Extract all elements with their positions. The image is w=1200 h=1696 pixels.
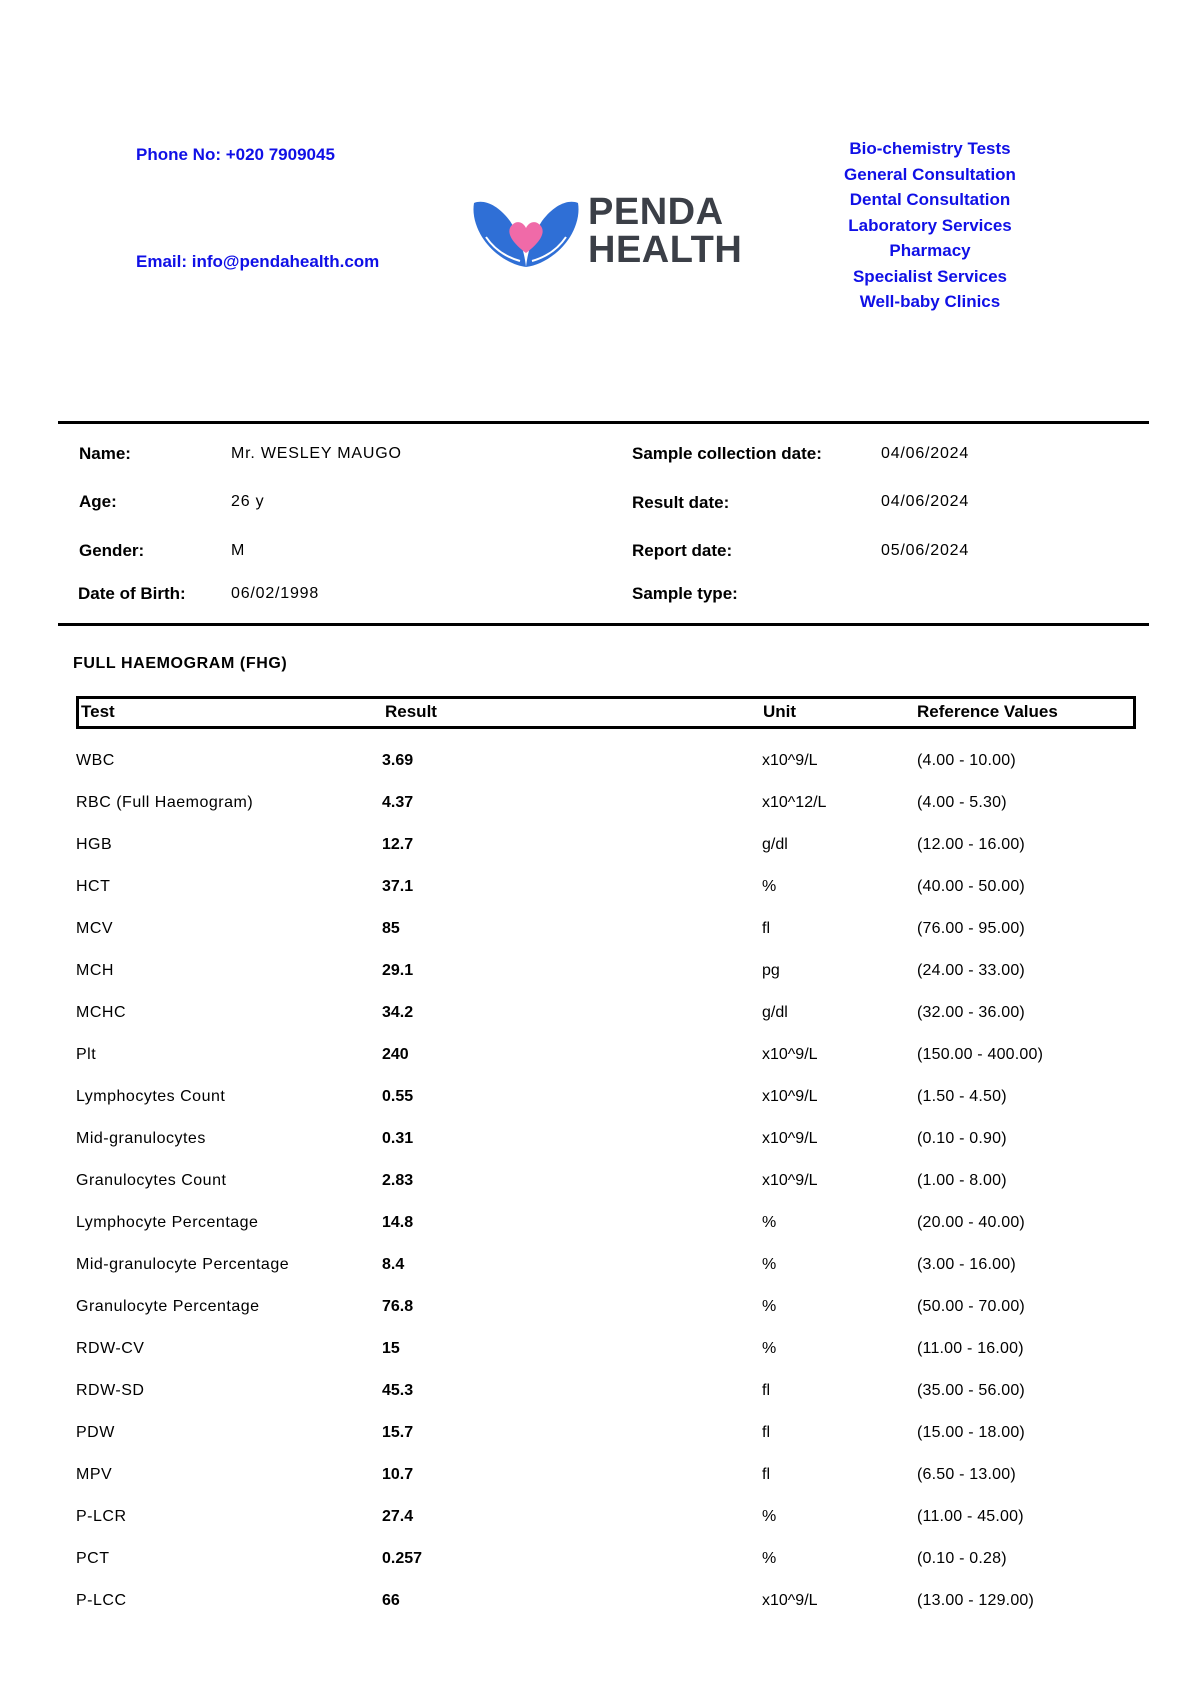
test-name: PCT	[76, 1550, 110, 1567]
test-unit: fl	[762, 1466, 770, 1483]
table-row	[0, 1076, 1200, 1118]
service-item: Specialist Services	[852, 266, 1008, 286]
sample-type-label: Sample type:	[632, 584, 738, 603]
reference-range: (50.00 - 70.00)	[917, 1298, 1025, 1315]
test-unit: pg	[762, 962, 780, 979]
report-date: 05/06/2024	[881, 542, 970, 559]
patient-age: 26 y	[231, 493, 265, 510]
test-unit: %	[762, 1256, 777, 1273]
test-name: Mid-granulocytes	[76, 1130, 206, 1147]
reference-range: (35.00 - 56.00)	[917, 1382, 1025, 1399]
test-result: 0.257	[382, 1550, 423, 1567]
name-label: Name:	[79, 444, 131, 463]
result-date-label: Result date:	[632, 493, 730, 512]
test-name: MPV	[76, 1466, 113, 1483]
reference-range: (20.00 - 40.00)	[917, 1214, 1025, 1231]
hands-heart-icon	[470, 193, 582, 273]
table-row	[0, 1034, 1200, 1076]
test-name: RDW-SD	[76, 1382, 145, 1399]
table-row	[0, 1244, 1200, 1286]
table-row	[0, 1118, 1200, 1160]
table-row	[0, 1580, 1200, 1622]
results-table-header	[76, 696, 1136, 729]
table-row	[0, 866, 1200, 908]
test-result: 12.7	[382, 836, 414, 853]
test-unit: g/dl	[762, 836, 788, 853]
test-unit: fl	[762, 920, 770, 937]
table-row	[0, 740, 1200, 782]
penda-health-logo	[470, 191, 743, 273]
table-row	[0, 1202, 1200, 1244]
test-unit: %	[762, 1340, 777, 1357]
test-result: 2.83	[382, 1172, 414, 1189]
test-unit: x10^9/L	[762, 1088, 818, 1105]
test-result: 37.1	[382, 878, 414, 895]
reference-range: (40.00 - 50.00)	[917, 878, 1025, 895]
table-row	[0, 992, 1200, 1034]
test-name: WBC	[76, 752, 115, 769]
test-unit: g/dl	[762, 1004, 788, 1021]
test-name: HGB	[76, 836, 113, 853]
logo-line-2: HEALTH	[588, 229, 743, 271]
test-unit: x10^9/L	[762, 1130, 818, 1147]
reference-range: (12.00 - 16.00)	[917, 836, 1025, 853]
reference-range: (4.00 - 5.30)	[917, 794, 1007, 811]
test-unit: x10^12/L	[762, 794, 827, 811]
test-name: Granulocyte Percentage	[76, 1298, 260, 1315]
test-result: 76.8	[382, 1298, 414, 1315]
table-row	[0, 1412, 1200, 1454]
section-title: FULL HAEMOGRAM (FHG)	[73, 655, 288, 672]
logo-line-1: PENDA	[588, 191, 724, 233]
service-item: Bio-chemistry Tests	[849, 139, 1011, 158]
table-row	[0, 782, 1200, 824]
table-row	[0, 1496, 1200, 1538]
test-unit: fl	[762, 1424, 770, 1441]
reference-range: (1.50 - 4.50)	[917, 1088, 1007, 1105]
test-result: 15.7	[382, 1424, 414, 1441]
test-name: Mid-granulocyte Percentage	[76, 1256, 290, 1273]
test-unit: %	[762, 1550, 777, 1567]
test-unit: %	[762, 878, 777, 895]
header-result: Result	[385, 702, 437, 721]
reference-range: (11.00 - 16.00)	[917, 1340, 1024, 1357]
test-unit: x10^9/L	[762, 1592, 818, 1609]
service-item: General Consultation	[844, 164, 1016, 184]
test-name: Granulocytes Count	[76, 1172, 227, 1189]
test-result: 240	[382, 1046, 409, 1063]
reference-range: (0.10 - 0.28)	[917, 1550, 1007, 1567]
test-name: Lymphocyte Percentage	[76, 1214, 259, 1231]
age-label: Age:	[79, 492, 117, 511]
test-result: 3.69	[382, 752, 414, 769]
reference-range: (6.50 - 13.00)	[917, 1466, 1016, 1483]
test-result: 10.7	[382, 1466, 414, 1483]
header-reference: Reference Values	[917, 702, 1058, 721]
logo-wordmark	[588, 193, 742, 269]
test-unit: %	[762, 1508, 777, 1525]
test-unit: x10^9/L	[762, 752, 818, 769]
test-result: 8.4	[382, 1256, 405, 1273]
table-row	[0, 1286, 1200, 1328]
email-address: Email: info@pendahealth.com	[136, 252, 380, 271]
test-result: 0.55	[382, 1088, 414, 1105]
table-row	[0, 1328, 1200, 1370]
report-date-label: Report date:	[632, 541, 733, 560]
test-unit: fl	[762, 1382, 770, 1399]
table-row	[0, 1370, 1200, 1412]
reference-range: (11.00 - 45.00)	[917, 1508, 1024, 1525]
test-name: PDW	[76, 1424, 115, 1441]
service-item: Pharmacy	[889, 241, 971, 260]
header-unit: Unit	[763, 702, 797, 721]
collection-date-label: Sample collection date:	[632, 444, 822, 463]
test-result: 0.31	[382, 1130, 414, 1147]
dob-label: Date of Birth:	[78, 584, 186, 603]
result-date: 04/06/2024	[881, 493, 970, 510]
reference-range: (32.00 - 36.00)	[917, 1004, 1025, 1021]
test-result: 29.1	[382, 962, 414, 979]
gender-label: Gender:	[79, 541, 145, 560]
reference-range: (150.00 - 400.00)	[917, 1046, 1044, 1063]
test-result: 34.2	[382, 1004, 414, 1021]
test-unit: %	[762, 1214, 777, 1231]
reference-range: (1.00 - 8.00)	[917, 1172, 1007, 1189]
test-result: 4.37	[382, 794, 414, 811]
divider-bottom	[58, 623, 1149, 626]
patient-gender: M	[231, 542, 246, 559]
test-name: HCT	[76, 878, 111, 895]
test-unit: x10^9/L	[762, 1046, 818, 1063]
test-result: 45.3	[382, 1382, 414, 1399]
reference-range: (4.00 - 10.00)	[917, 752, 1016, 769]
service-item: Dental Consultation	[849, 190, 1011, 209]
test-name: RBC (Full Haemogram)	[76, 794, 254, 811]
reference-range: (3.00 - 16.00)	[917, 1256, 1016, 1273]
test-unit: %	[762, 1298, 777, 1315]
table-row	[0, 1538, 1200, 1580]
test-name: MCHC	[76, 1004, 126, 1021]
collection-date: 04/06/2024	[881, 445, 970, 462]
test-name: P-LCC	[76, 1592, 127, 1609]
header-test: Test	[81, 702, 115, 721]
reference-range: (76.00 - 95.00)	[917, 920, 1025, 937]
test-result: 15	[382, 1340, 400, 1357]
test-name: Lymphocytes Count	[76, 1088, 226, 1105]
test-result: 85	[382, 920, 400, 937]
services-list	[820, 136, 1040, 315]
test-name: MCV	[76, 920, 114, 937]
table-row	[0, 1454, 1200, 1496]
test-unit: x10^9/L	[762, 1172, 818, 1189]
test-result: 66	[382, 1592, 400, 1609]
phone-number: Phone No: +020 7909045	[136, 145, 335, 164]
service-item: Laboratory Services	[848, 215, 1012, 235]
table-row	[0, 824, 1200, 866]
patient-name: Mr. WESLEY MAUGO	[231, 445, 402, 462]
test-result: 14.8	[382, 1214, 414, 1231]
table-row	[0, 1160, 1200, 1202]
table-row	[0, 950, 1200, 992]
service-item: Well-baby Clinics	[859, 292, 1001, 311]
reference-range: (24.00 - 33.00)	[917, 962, 1025, 979]
test-name: Plt	[76, 1046, 97, 1063]
reference-range: (0.10 - 0.90)	[917, 1130, 1007, 1147]
divider-top	[58, 421, 1149, 424]
results-table-body	[0, 740, 1200, 1622]
reference-range: (15.00 - 18.00)	[917, 1424, 1025, 1441]
reference-range: (13.00 - 129.00)	[917, 1592, 1035, 1609]
test-result: 27.4	[382, 1508, 414, 1525]
test-name: P-LCR	[76, 1508, 127, 1525]
test-name: MCH	[76, 962, 114, 979]
patient-dob: 06/02/1998	[231, 585, 320, 602]
test-name: RDW-CV	[76, 1340, 145, 1357]
table-row	[0, 908, 1200, 950]
